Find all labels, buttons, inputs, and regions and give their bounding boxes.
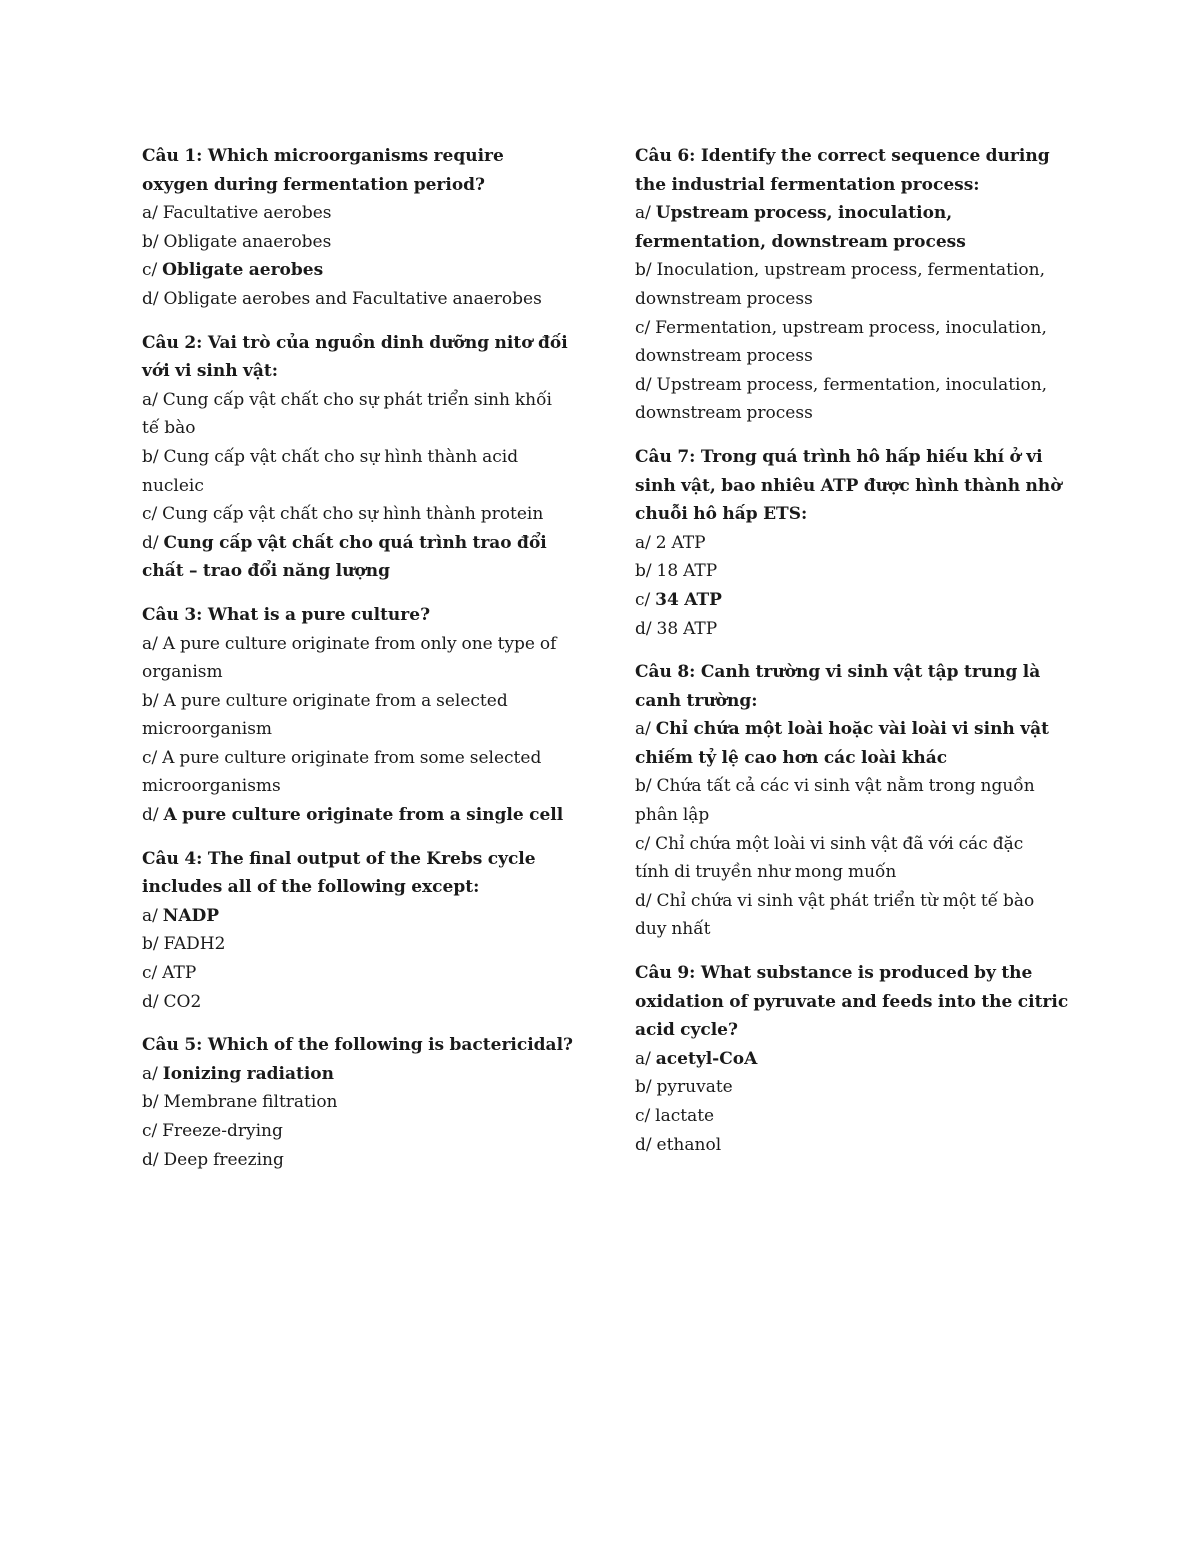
answer-option: [635, 557, 1075, 586]
answer-option: [635, 887, 1075, 916]
option-text: downstream process: [635, 403, 813, 424]
right-column: [635, 142, 1075, 1174]
answer-option: [635, 399, 1075, 428]
option-label: d/: [142, 805, 159, 826]
option-label: a/: [635, 203, 651, 224]
question-title: [142, 357, 582, 386]
answer-option: [635, 830, 1075, 859]
answer-option-correct: [142, 801, 582, 830]
answer-option-correct: [142, 557, 582, 586]
option-text: downstream process: [635, 288, 813, 309]
option-text: microorganism: [142, 719, 273, 740]
option-label: a/: [142, 203, 158, 224]
answer-option: [635, 1073, 1075, 1102]
answer-option: [142, 500, 582, 529]
option-text: Upstream process, fermentation, inoculation,: [656, 374, 1048, 395]
question-title: [635, 443, 1075, 472]
answer-option: [635, 256, 1075, 285]
question-block: [142, 601, 582, 830]
option-text: chất – trao đổi năng lượng: [142, 561, 391, 582]
question-number: Câu 4:: [142, 848, 203, 869]
question-block: [635, 959, 1075, 1159]
answer-option: [635, 285, 1075, 314]
option-label: d/: [142, 532, 159, 553]
option-text: tính di truyền như mong muốn: [635, 862, 897, 883]
option-text: tế bào: [142, 418, 196, 439]
option-text: chiếm tỷ lệ cao hơn các loài khác: [635, 747, 948, 768]
answer-option-correct: [635, 199, 1075, 228]
question-text: acid cycle?: [635, 1020, 738, 1041]
option-text: Chứa tất cả các vi sinh vật nằm trong nguồn: [656, 776, 1035, 797]
option-label: b/: [635, 260, 652, 281]
option-label: a/: [635, 532, 651, 553]
question-title: [142, 845, 582, 874]
answer-option: [142, 414, 582, 443]
answer-option: [635, 615, 1075, 644]
answer-option: [142, 988, 582, 1017]
question-title: [142, 601, 582, 630]
question-block: [142, 142, 582, 314]
option-text: A pure culture originate from only one type of: [162, 633, 557, 654]
option-label: d/: [142, 991, 159, 1012]
answer-option: [635, 801, 1075, 830]
option-text: 34 ATP: [655, 589, 722, 610]
option-text: nucleic: [142, 475, 204, 496]
question-text: Which microorganisms require: [207, 146, 504, 166]
answer-option-correct: [142, 529, 582, 558]
answer-option: [142, 687, 582, 716]
question-text: với vi sinh vật:: [142, 361, 279, 382]
answer-option-correct: [142, 1060, 582, 1089]
answer-option: [142, 715, 582, 744]
option-label: b/: [635, 561, 652, 582]
answer-option: [142, 443, 582, 472]
answer-option: [142, 1088, 582, 1117]
option-label: c/: [142, 504, 158, 525]
option-text: Obligate anaerobes: [163, 231, 332, 252]
option-label: a/: [635, 1048, 651, 1069]
answer-option: [635, 314, 1075, 343]
question-title: [635, 687, 1075, 716]
option-label: a/: [142, 633, 158, 654]
option-text: FADH2: [163, 934, 226, 955]
question-text: Canh trường vi sinh vật tập trung là: [700, 662, 1041, 683]
question-title: [635, 472, 1075, 501]
option-text: A pure culture originate from some selected: [162, 747, 542, 768]
answer-option: [635, 915, 1075, 944]
answer-option-correct: [635, 715, 1075, 744]
option-label: a/: [142, 1063, 158, 1084]
option-text: downstream process: [635, 346, 813, 367]
option-text: phân lập: [635, 805, 710, 826]
question-title: [635, 959, 1075, 988]
question-block: [142, 329, 582, 586]
option-text: Chỉ chứa một loài vi sinh vật đã với các đặc: [655, 833, 1024, 854]
question-title: [635, 142, 1075, 171]
question-number: Câu 5:: [142, 1035, 203, 1056]
option-label: d/: [635, 374, 652, 395]
question-text: Which of the following is bactericidal?: [207, 1035, 573, 1056]
answer-option: [142, 386, 582, 415]
option-text: Cung cấp vật chất cho sự hình thành acid: [163, 446, 519, 467]
option-text: Facultative aerobes: [162, 203, 332, 224]
option-text: pyruvate: [656, 1077, 733, 1098]
option-text: Chỉ chứa một loài hoặc vài loài vi sinh vật: [655, 719, 1049, 740]
option-text: NADP: [162, 905, 220, 926]
option-text: acetyl-CoA: [655, 1048, 758, 1069]
answer-option: [142, 772, 582, 801]
option-text: ATP: [162, 963, 197, 984]
answer-option-correct: [142, 256, 582, 285]
option-label: b/: [142, 1092, 159, 1113]
answer-option: [635, 1131, 1075, 1160]
option-label: c/: [142, 963, 158, 984]
answer-option: [142, 630, 582, 659]
option-text: fermentation, downstream process: [635, 231, 966, 252]
question-text: includes all of the following except:: [142, 877, 480, 898]
answer-option-correct: [635, 228, 1075, 257]
option-text: lactate: [655, 1106, 715, 1126]
question-text: oxygen during fermentation period?: [142, 174, 486, 195]
answer-option: [142, 285, 582, 314]
question-block: [635, 658, 1075, 944]
question-block: [635, 443, 1075, 643]
question-number: Câu 7:: [635, 446, 696, 467]
answer-option: [635, 858, 1075, 887]
question-title: [635, 988, 1075, 1017]
question-number: Câu 9:: [635, 963, 696, 984]
question-title: [635, 171, 1075, 200]
answer-option-correct: [142, 902, 582, 931]
option-label: c/: [142, 260, 158, 281]
option-text: ethanol: [656, 1134, 722, 1155]
option-text: Cung cấp vật chất cho sự phát triển sinh khối: [162, 389, 552, 410]
answer-option: [142, 658, 582, 687]
option-text: 18 ATP: [656, 561, 718, 582]
option-text: A pure culture originate from a single cell: [163, 805, 564, 826]
option-label: b/: [142, 231, 159, 252]
question-number: Câu 1:: [142, 146, 203, 166]
question-title: [635, 500, 1075, 529]
question-text: oxidation of pyruvate and feeds into the citric: [635, 991, 1069, 1012]
answer-option: [142, 744, 582, 773]
question-title: [142, 142, 582, 171]
answer-option: [142, 228, 582, 257]
question-block: [635, 142, 1075, 428]
question-number: Câu 2:: [142, 332, 203, 353]
option-text: Upstream process, inoculation,: [655, 203, 953, 224]
option-label: d/: [635, 618, 652, 639]
left-column: [142, 142, 582, 1189]
question-number: Câu 3:: [142, 604, 203, 625]
option-text: 38 ATP: [656, 618, 718, 639]
question-text: sinh vật, bao nhiêu ATP được hình thành nhờ: [635, 475, 1062, 496]
answer-option: [635, 1102, 1075, 1131]
option-label: d/: [635, 1134, 652, 1155]
option-text: CO2: [163, 991, 202, 1012]
option-text: Freeze-drying: [162, 1121, 283, 1141]
option-label: d/: [635, 890, 652, 911]
option-label: b/: [142, 446, 159, 467]
option-text: Ionizing radiation: [162, 1063, 335, 1084]
answer-option: [142, 959, 582, 988]
question-title: [142, 873, 582, 902]
option-label: c/: [635, 1106, 651, 1126]
option-label: b/: [635, 1077, 652, 1098]
option-label: b/: [142, 690, 159, 711]
answer-option-correct: [635, 1045, 1075, 1074]
question-block: [142, 1031, 582, 1174]
question-title: [142, 329, 582, 358]
answer-option-correct: [635, 744, 1075, 773]
question-text: What substance is produced by the: [700, 963, 1033, 984]
option-text: 2 ATP: [655, 532, 706, 553]
question-text: The final output of the Krebs cycle: [207, 848, 536, 869]
answer-option: [635, 342, 1075, 371]
answer-option-correct: [635, 586, 1075, 615]
option-text: Obligate aerobes: [162, 260, 324, 281]
option-text: organism: [142, 662, 223, 683]
option-text: Cung cấp vật chất cho quá trình trao đổi: [163, 532, 547, 553]
option-text: Cung cấp vật chất cho sự hình thành protein: [162, 504, 544, 525]
option-text: Deep freezing: [163, 1149, 284, 1170]
option-label: d/: [142, 1149, 159, 1170]
question-title: [142, 1031, 582, 1060]
question-title: [635, 1016, 1075, 1045]
answer-option: [635, 529, 1075, 558]
answer-option: [142, 1117, 582, 1146]
question-text: Identify the correct sequence during: [700, 146, 1050, 166]
option-label: a/: [142, 905, 158, 926]
option-label: d/: [142, 288, 159, 309]
option-text: Inoculation, upstream process, fermentation,: [656, 260, 1045, 281]
question-text: chuỗi hô hấp ETS:: [635, 504, 808, 525]
option-label: c/: [635, 317, 651, 338]
option-text: microorganisms: [142, 776, 281, 797]
option-label: c/: [142, 1121, 158, 1141]
question-text: canh trường:: [635, 690, 758, 711]
option-text: A pure culture originate from a selected: [163, 690, 508, 711]
question-title: [635, 658, 1075, 687]
question-title: [142, 171, 582, 200]
answer-option: [142, 930, 582, 959]
answer-option: [142, 1146, 582, 1175]
question-text: Trong quá trình hô hấp hiếu khí ở vi: [700, 446, 1043, 467]
option-label: a/: [142, 389, 158, 410]
option-text: Obligate aerobes and Facultative anaerobes: [163, 288, 542, 309]
option-label: a/: [635, 719, 651, 740]
answer-option: [142, 199, 582, 228]
answer-option: [635, 371, 1075, 400]
option-label: c/: [635, 833, 651, 854]
question-text: Vai trò của nguồn dinh dưỡng nitơ đối: [207, 332, 568, 353]
question-block: [142, 845, 582, 1017]
question-text: the industrial fermentation process:: [635, 174, 980, 195]
option-text: Fermentation, upstream process, inoculation,: [655, 317, 1047, 338]
option-text: duy nhất: [635, 919, 711, 940]
question-text: What is a pure culture?: [207, 604, 431, 625]
answer-option: [142, 472, 582, 501]
option-text: Membrane filtration: [163, 1092, 338, 1113]
question-number: Câu 8:: [635, 662, 696, 683]
option-label: c/: [635, 589, 651, 610]
option-label: b/: [142, 934, 159, 955]
option-label: c/: [142, 747, 158, 768]
option-text: Chỉ chứa vi sinh vật phát triển từ một tế bào: [656, 890, 1035, 911]
option-label: b/: [635, 776, 652, 797]
question-number: Câu 6:: [635, 146, 696, 166]
answer-option: [635, 772, 1075, 801]
